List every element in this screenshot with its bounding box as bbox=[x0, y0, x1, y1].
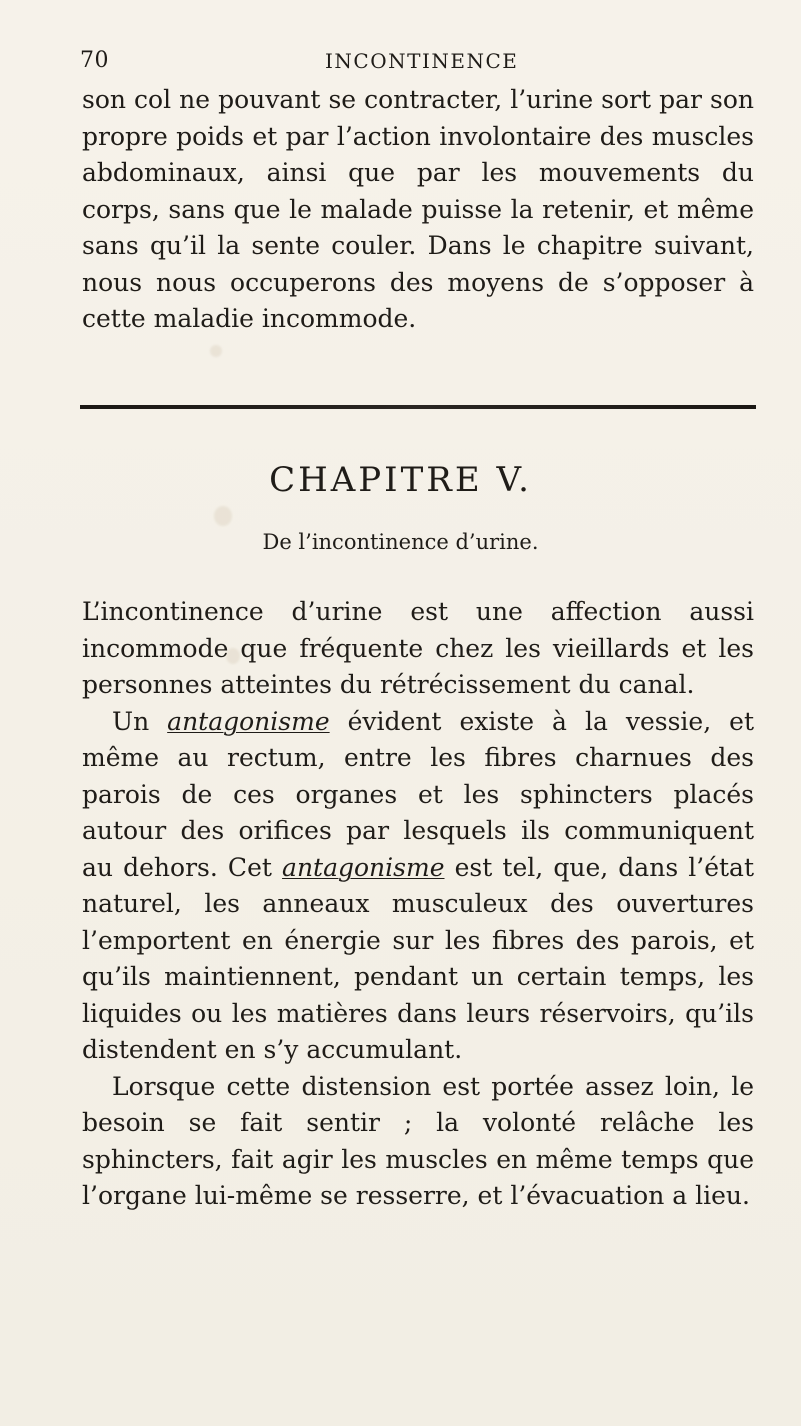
paragraph-3: Lorsque cette distension est portée assez loin, le besoin se fait sentir ; la volonté relâche les sphincters, fait agir les muscles en même temps que l’organe lui-même se resserre, et l’évacuation a lieu. bbox=[82, 1071, 754, 1210]
paper-stain bbox=[210, 345, 222, 357]
chapter-divider bbox=[80, 405, 756, 409]
emphasis-antagonisme: antagonisme bbox=[167, 706, 330, 736]
paper-stain bbox=[214, 506, 232, 526]
chapter-subtitle: De l’incontinence d’urine. bbox=[262, 530, 539, 554]
chapter-title: CHAPITRE V. bbox=[269, 460, 532, 500]
paragraph-2-text: évident existe à la vessie, et même au rectum, entre les fibres charnues des parois de ces organes et les sphincters placés autour des orifices par lesquels ils communiquent au dehors. Cet bbox=[82, 706, 754, 882]
chapter-body bbox=[82, 594, 754, 1215]
emphasis-antagonisme: antagonisme bbox=[282, 852, 445, 882]
intro-paragraph bbox=[82, 82, 754, 338]
running-head: INCONTINENCE bbox=[325, 49, 519, 73]
paragraph-2 bbox=[82, 704, 754, 1069]
paragraph-2-text: Un bbox=[112, 706, 168, 736]
paragraph-1: L’incontinence d’urine est une affection aussi incommode que fréquente chez les vieillards et les personnes atteintes du rétrécissement du canal. bbox=[82, 597, 754, 699]
page-number: 70 bbox=[80, 48, 109, 73]
page-header bbox=[80, 48, 750, 82]
paragraph-2-text: est tel, que, dans l’état naturel, les anneaux musculeux des ouvertures l’emportent en énergie sur les fibres des parois, et qu’ils maintiennent, pendant un certain temps, les liquides ou les matières dans leurs réservoirs, qu’ils distendent en s’y accumulant. bbox=[82, 852, 755, 1064]
intro-text: son col ne pouvant se contracter, l’urine sort par son propre poids et par l’action involontaire des muscles abdominaux, ainsi que par les mouvements du corps, sans que le malade puisse la retenir, et même sans qu’il la sente couler. Dans le chapitre suivant, nous nous occuperons des moyens de s’opposer à cette maladie incommode. bbox=[82, 85, 754, 333]
